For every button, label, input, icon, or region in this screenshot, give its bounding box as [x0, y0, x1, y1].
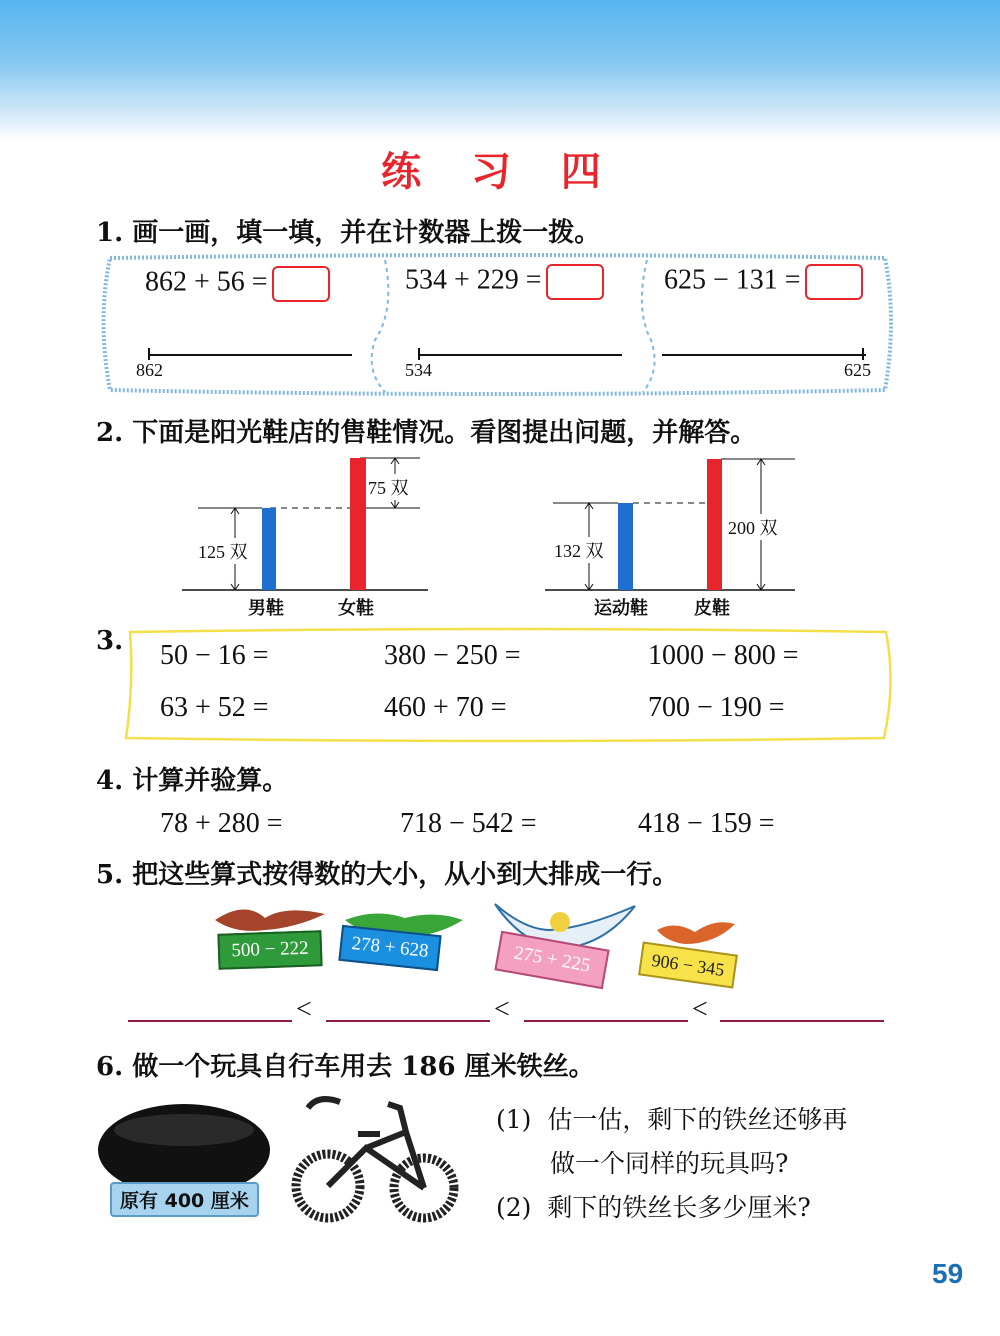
q6-text: 做一个玩具自行车用去 186 厘米铁丝。 [132, 1052, 595, 1082]
number-line-2 [418, 354, 622, 356]
q1-item-3 [664, 264, 863, 300]
answer-box-1[interactable] [272, 266, 330, 302]
toy-bicycle-icon [288, 1088, 468, 1228]
card-500-222: 500 − 222 [217, 930, 322, 970]
q6-sub1-line2: 做一个同样的玩具吗? [550, 1149, 789, 1178]
q1-number: 1. [96, 218, 124, 248]
q5-text: 把这些算式按得数的大小，从小到大排成一行。 [132, 860, 679, 890]
q3-r1-c2: 380 − 250 = [384, 640, 521, 671]
q1-heading [96, 212, 600, 249]
coil-label: 原有 400 厘米 [110, 1182, 259, 1217]
q4-item-2: 718 − 542 = [400, 808, 537, 839]
q1-text: 画一画，填一填，并在计数器上拨一拨。 [132, 218, 601, 248]
q2-number: 2. [96, 418, 124, 448]
bar-leather-shoes [707, 459, 722, 590]
q3-r2-c2: 460 + 70 = [384, 692, 507, 723]
q2-text: 下面是阳光鞋店的售鞋情况。看图提出问题，并解答。 [132, 418, 757, 448]
q1-item-2 [405, 264, 604, 300]
q6-sub1-number: (1) [496, 1105, 532, 1134]
label-mens-shoes: 男鞋 [248, 598, 284, 619]
q1-item-1 [145, 266, 330, 302]
q6-number: 6. [96, 1052, 124, 1082]
q5-heading [96, 854, 678, 891]
q4-item-1: 78 + 280 = [160, 808, 283, 839]
q3-r2-c3: 700 − 190 = [648, 692, 785, 723]
card-275-225: 275 + 225 [494, 931, 609, 989]
label-womens-shoes: 女鞋 [338, 598, 374, 619]
q6-sub2-number: (2) [496, 1193, 532, 1222]
card-278-628: 278 + 628 [338, 925, 441, 971]
card-906-345: 906 − 345 [638, 941, 738, 988]
order-blank-1[interactable] [128, 1020, 292, 1022]
less-than-3: < [692, 994, 708, 1025]
q3-r1-c1: 50 − 16 = [160, 640, 269, 671]
q3-r1-c3: 1000 − 800 = [648, 640, 799, 671]
q6-sub2-text: 剩下的铁丝长多少厘米? [547, 1193, 811, 1222]
number-line-3-tick [862, 348, 864, 360]
label-sports-shoes: 运动鞋 [594, 598, 648, 619]
label-leather-shoes: 皮鞋 [694, 598, 730, 619]
base-label-125: 125 双 [198, 538, 248, 564]
q4-heading [96, 760, 288, 797]
base-label-132: 132 双 [554, 537, 604, 563]
less-than-1: < [296, 994, 312, 1025]
sky-banner [0, 0, 1000, 140]
bar-womens-shoes [350, 458, 366, 590]
bar-sports-shoes [618, 503, 633, 590]
number-line-2-label: 534 [405, 360, 432, 380]
number-line-3-label: 625 [844, 360, 871, 380]
q3-number: 3. [96, 626, 124, 656]
q6-sub1-line1: 估一估，剩下的铁丝还够再 [547, 1105, 848, 1134]
q1-expr-3: 625 − 131 = [664, 264, 801, 296]
order-blank-2[interactable] [326, 1020, 490, 1022]
q6-sub2 [496, 1188, 811, 1224]
q3-r2-c1: 63 + 52 = [160, 692, 269, 723]
answer-box-2[interactable] [546, 264, 604, 300]
page-title: 练 习 四 [381, 149, 619, 195]
answer-box-3[interactable] [805, 264, 863, 300]
q2-left-diagram [180, 450, 430, 595]
q1-expr-1: 862 + 56 = [145, 266, 268, 298]
q2-heading [96, 412, 756, 449]
less-than-2: < [494, 994, 510, 1025]
number-line-1-tick [148, 348, 150, 360]
q1-expr-2: 534 + 229 = [405, 264, 542, 296]
q5-number: 5. [96, 860, 124, 890]
total-label-200: 200 双 [728, 514, 778, 540]
q6-heading [96, 1046, 595, 1083]
q4-number: 4. [96, 766, 124, 796]
diff-label-75: 75 双 [368, 474, 409, 500]
number-line-1 [148, 354, 352, 356]
number-line-2-tick [418, 348, 420, 360]
order-blank-3[interactable] [524, 1020, 688, 1022]
q6-sub1 [496, 1100, 847, 1136]
page-number: 59 [932, 1258, 964, 1289]
q4-item-3: 418 − 159 = [638, 808, 775, 839]
q4-text: 计算并验算。 [132, 766, 289, 796]
number-line-1-label: 862 [136, 360, 163, 380]
order-blank-4[interactable] [720, 1020, 884, 1022]
number-line-3 [662, 354, 866, 356]
bar-mens-shoes [262, 508, 276, 590]
